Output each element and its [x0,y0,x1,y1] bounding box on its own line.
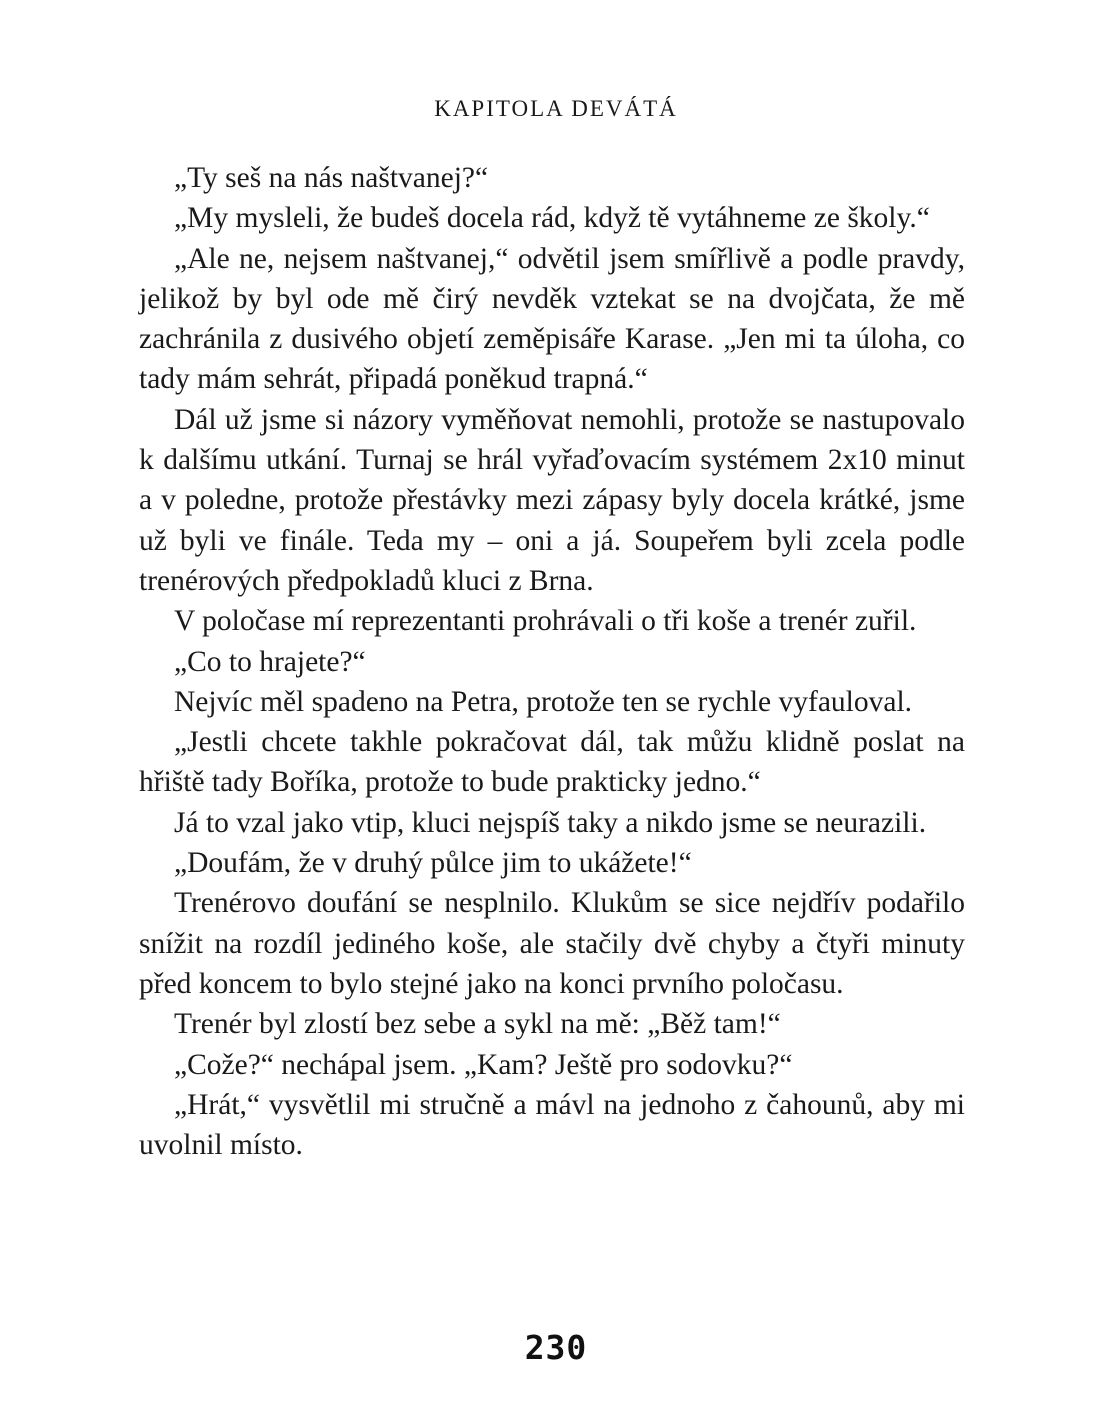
chapter-heading: KAPITOLA DEVÁTÁ [434,96,678,121]
paragraph: „My mysleli, že budeš docela rád, když tě vytáhneme ze školy.“ [174,202,930,235]
paragraph: „Ty seš na nás naštvanej?“ [174,162,489,194]
page-number: 230 [524,1328,588,1367]
paragraph: V poločase mí reprezentanti prohrávali o tři koše a trenér zuřil. [174,605,917,638]
paragraph: „Hrát,“ vysvětlil mi stručně a mávl na jednoho z čahounů, aby mi uvolnil místo. [139,1088,965,1162]
paragraph: „Cože?“ nechápal jsem. „Kam? Ještě pro sodovku?“ [174,1048,793,1081]
paragraph: „Jestli chcete takhle pokračovat dál, tak můžu klidně poslat na hřiště tady Boříka, protože to bude prakticky jedno.“ [139,726,965,799]
paragraph: Trenérovo doufání se nesplnilo. Klukům se sice nejdřív podařilo snížit na rozdíl jediného koše, ale stačily dvě chyby a čtyři minuty před koncem to bylo stejné jako na konci prvního poločasu. [139,887,965,1000]
paragraph: Nejvíc měl spadeno na Petra, protože ten se rychle vyfauloval. [174,685,913,718]
text-body [139,158,965,1165]
paragraph: „Ale ne, nejsem naštvanej,“ odvětil jsem smířlivě a podle pravdy, jelikož by byl ode mě čirý nevděk vztekat se na dvojčata, že mě zachránila z dusivého objetí zeměpisáře Karase. „Jen mi ta úloha, co tady mám sehrát, připadá poněkud trapná.“ [139,242,965,396]
paragraph: „Co to hrajete?“ [174,645,366,678]
paragraph: „Doufám, že v druhý půlce jim to ukážete!“ [174,847,692,880]
paragraph: Já to vzal jako vtip, kluci nejspíš taky a nikdo jsme se neurazili. [174,806,927,839]
paragraph: Trenér byl zlostí bez sebe a sykl na mě: „Běž tam!“ [174,1008,781,1041]
paragraph: Dál už jsme si názory vyměňovat nemohli, protože se nastupovalo k dalšímu utkání. Turnaj se hrál vyřaďovacím systémem 2x10 minut a v poledne, protože přestávky mezi zápasy byly docela krátké, jsme už byli ve finále. Teda my – oni a já. Soupeřem byli zcela podle trenérových předpokladů kluci z Brna. [139,403,965,597]
